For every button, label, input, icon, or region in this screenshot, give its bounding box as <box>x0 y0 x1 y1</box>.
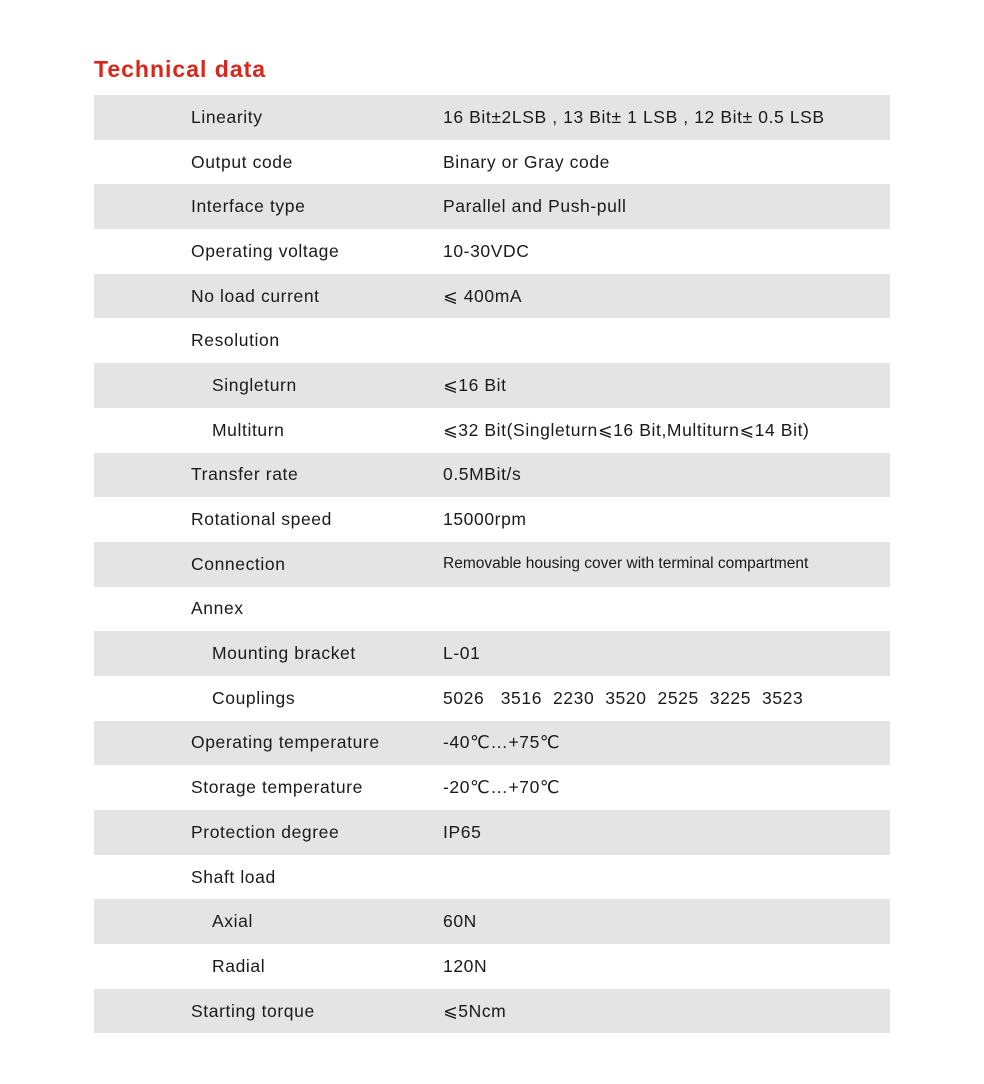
table-row-operating-temperature <box>94 721 890 766</box>
page-title: Technical data <box>94 56 267 82</box>
row-value: IP65 <box>443 821 482 842</box>
row-value: 16 Bit±2LSB , 13 Bit± 1 LSB , 12 Bit± 0.5 LSB <box>443 106 825 127</box>
table-row-singleturn <box>94 363 890 408</box>
table-row-transfer-rate <box>94 453 890 498</box>
row-label: Operating voltage <box>191 240 340 261</box>
row-value: 5026 3516 2230 3520 2525 3225 3523 <box>443 687 804 708</box>
row-label: Mounting bracket <box>212 643 356 664</box>
row-label: Protection degree <box>191 821 340 842</box>
row-label: Singleturn <box>212 374 297 395</box>
row-label: Starting torque <box>191 1000 315 1021</box>
table-row-axial <box>94 899 890 944</box>
row-label: Output code <box>191 151 293 172</box>
table-row-resolution <box>94 318 890 363</box>
row-value: Removable housing cover with terminal compartment <box>443 555 809 573</box>
row-label: Operating temperature <box>191 732 380 753</box>
row-label: Storage temperature <box>191 777 363 798</box>
table-row-no-load-current <box>94 274 890 319</box>
row-value: 15000rpm <box>443 509 527 530</box>
table-row-annex <box>94 587 890 632</box>
row-value: 0.5MBit/s <box>443 464 522 485</box>
table-row-protection-degree <box>94 810 890 855</box>
table-row-storage-temperature <box>94 765 890 810</box>
table-row-linearity <box>94 95 890 140</box>
table-row-couplings <box>94 676 890 721</box>
row-label: Linearity <box>191 106 263 127</box>
row-value: ⩽ 400mA <box>443 285 523 306</box>
row-value: 120N <box>443 955 488 976</box>
row-label: No load current <box>191 285 320 306</box>
row-label: Axial <box>212 911 253 932</box>
table-row-radial <box>94 944 890 989</box>
row-label: Radial <box>212 955 266 976</box>
row-label: Rotational speed <box>191 509 332 530</box>
row-label: Interface type <box>191 196 306 217</box>
row-label: Couplings <box>212 687 296 708</box>
table-row-shaft-load <box>94 855 890 900</box>
table-row-interface-type <box>94 184 890 229</box>
table-row-starting-torque <box>94 989 890 1034</box>
row-value: L-01 <box>443 643 481 664</box>
row-label: Shaft load <box>191 866 276 887</box>
row-value: ⩽16 Bit <box>443 374 507 395</box>
table-row-connection <box>94 542 890 587</box>
row-value: 60N <box>443 911 477 932</box>
row-value: 10-30VDC <box>443 240 530 261</box>
table-row-operating-voltage <box>94 229 890 274</box>
table-row-rotational-speed <box>94 497 890 542</box>
row-value: Parallel and Push-pull <box>443 196 627 217</box>
technical-data-table <box>94 95 890 1033</box>
row-value: ⩽32 Bit(Singleturn⩽16 Bit,Multiturn⩽14 Bit) <box>443 419 810 440</box>
row-label: Multiturn <box>212 419 285 440</box>
row-label: Annex <box>191 598 244 619</box>
row-value: Binary or Gray code <box>443 151 611 172</box>
table-row-mounting-bracket <box>94 631 890 676</box>
row-value: -40℃…+75℃ <box>443 732 561 753</box>
row-label: Connection <box>191 553 286 574</box>
row-label: Transfer rate <box>191 464 299 485</box>
table-row-multiturn <box>94 408 890 453</box>
table-row-output-code <box>94 140 890 185</box>
row-label: Resolution <box>191 330 280 351</box>
row-value: ⩽5Ncm <box>443 1000 507 1021</box>
row-value: -20℃…+70℃ <box>443 777 561 798</box>
